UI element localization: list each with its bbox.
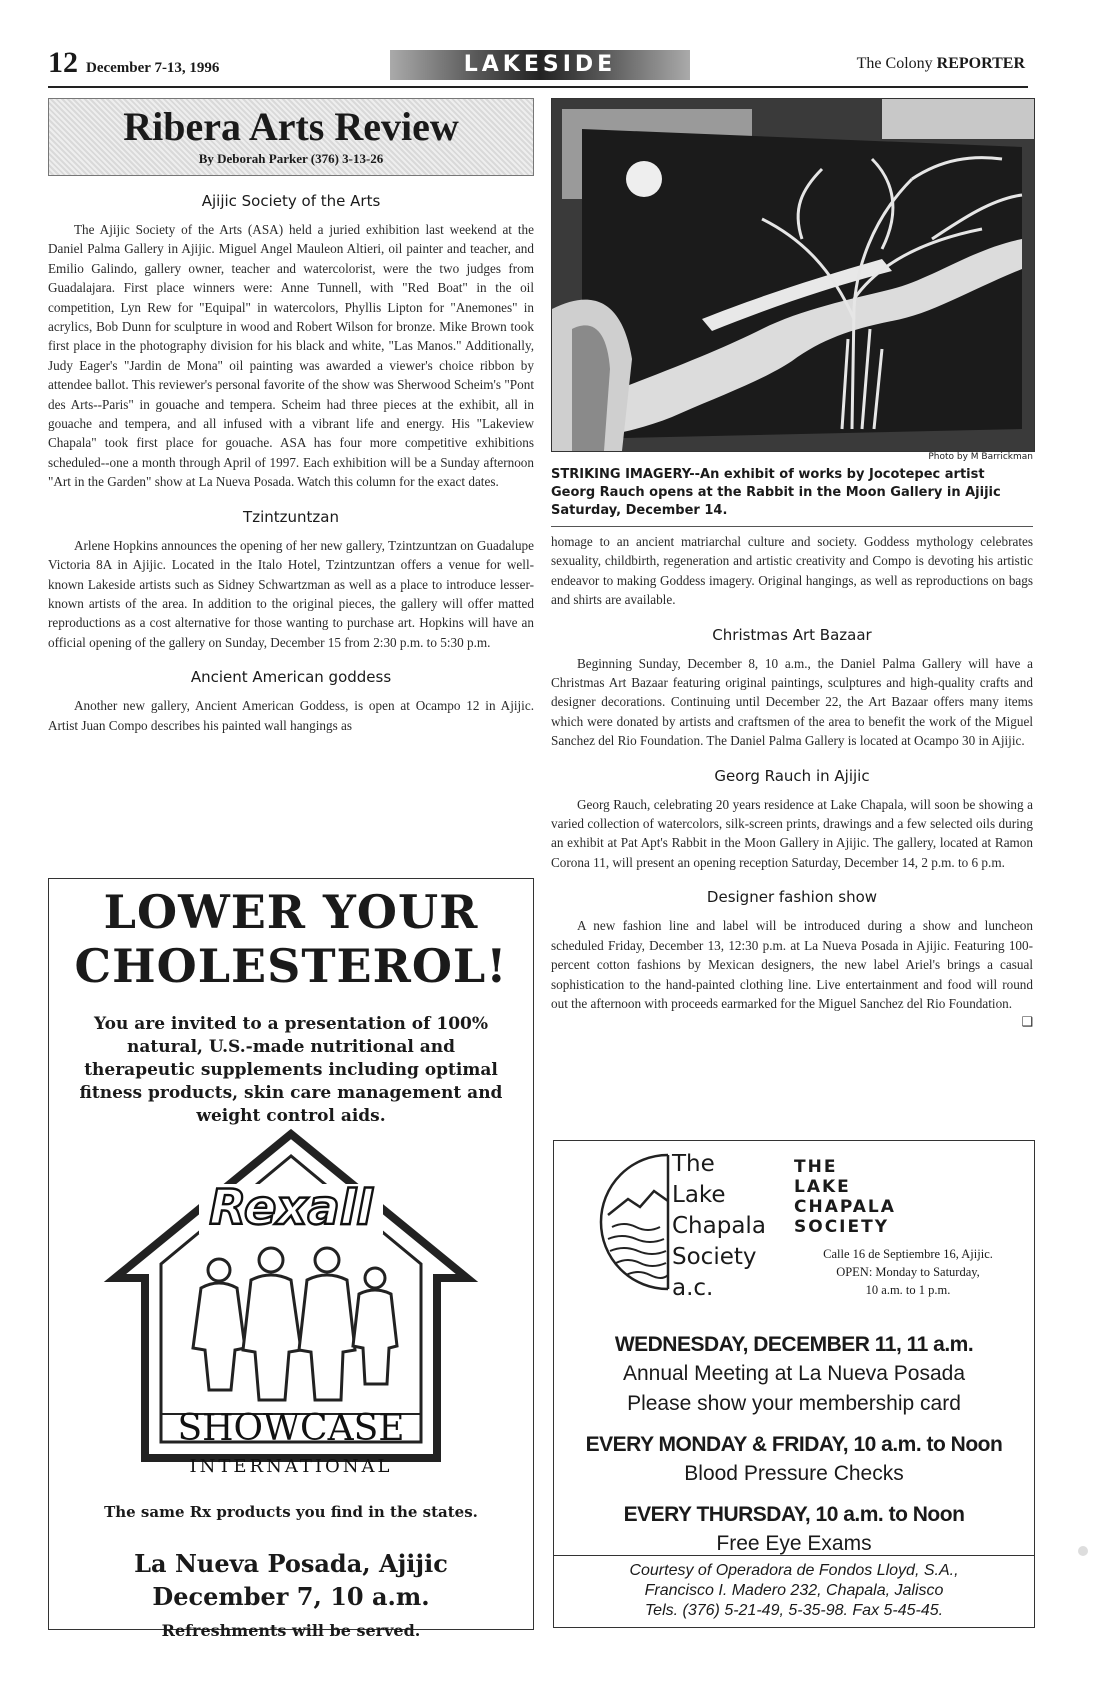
paper-title: REPORTER [936, 55, 1025, 72]
event-line: Free Eye Exams [716, 1532, 872, 1555]
society-address [790, 1245, 1026, 1299]
logo-line: The [672, 1151, 715, 1177]
cholesterol-ad [48, 878, 534, 1640]
photo-credit: Photo by M Barrickman [928, 452, 1033, 462]
hours-line: OPEN: Monday to Saturday, [836, 1265, 980, 1279]
courtesy-text: Tels. (376) 5-21-49, 5-35-98. Fax 5-45-45. [644, 1602, 944, 1619]
painting-image [552, 99, 1034, 451]
hours-line: 10 a.m. to 1 p.m. [865, 1283, 951, 1297]
logo-line: a.c. [672, 1275, 714, 1301]
article-georg-rauch [551, 767, 1033, 873]
courtesy-text: Francisco I. Madero 232, Chapala, Jalisco [644, 1582, 944, 1599]
scan-edge-mark [1078, 1546, 1088, 1556]
article-body: The Ajijic Society of the Arts (ASA) held a juried exhibition last weekend at the Daniel Palma Gallery in Ajijic. Miguel Angel Mauleon Altieri, oil painter and teacher, and Emilio Galindo, gallery owner, teacher and watercolorist, were the two judges from Guadalajara. First place winners were: Anne Tunnell, with "Red Boat" in the oil competition, Lyn Rew for "Equipal" in watercolors, Phyllis Lipton for "Anemones" in acrylics, Bob Dunn for sculpture in wood and Robert Wilson for bronze. Mike Brown took first place in the photography division for his black and white, "Las Manos." Additionally, Judy Eager's "Jardin de Mona" oil painting was awarded a viewer's choice ribbon by attendee ballot. This reviewer's personal favorite of the show was Sherwood Scheim's "Pont des Arts--Paris" in gouache and tempera. Scheim had three pieces at the exhibit, all in gouache and tempera, and all infused with a vibrant life and energy. His "Lakeview Chapala" took first place for gouache. ASA has four more competitive exhibitions scheduled--one a month through April of 1997. Each exhibition will be a Sunday afternoon "Art in the Garden" show at La Nueva Posada. Watch this column for the exact dates. [48, 222, 534, 490]
caption-rule [551, 526, 1033, 527]
article-goddess [48, 668, 534, 735]
event-line: Annual Meeting at La Nueva Posada [622, 1362, 966, 1385]
rexall-logo-text: Rexall [209, 1180, 373, 1236]
society-name-line: SOCIETY [794, 1217, 890, 1237]
rexall-house-logo [49, 1128, 533, 1488]
event-eye-exams [554, 1501, 1034, 1559]
issue-date: December 7-13, 1996 [86, 60, 220, 76]
article-asa [48, 192, 534, 492]
article-body-continued: homage to an ancient matriarchal culture and society. Goddess mythology celebrates sexuality, childbirth, regeneration and artistic creativity and Compo is devoting his artistic endeavor to making Goddess imagery. Original hangings, as well as reproductions on bags and shirts are available. [551, 534, 1033, 608]
paper-prefix: The Colony [856, 55, 933, 72]
ad-same-products: The same Rx products you find in the states. [104, 1503, 478, 1521]
paper-name [857, 55, 1025, 73]
article-heading: Christmas Art Bazaar [712, 625, 872, 644]
ad-divider [554, 1555, 1034, 1556]
left-column [48, 98, 534, 735]
society-name-line: CHAPALA [794, 1197, 896, 1217]
end-mark-icon: ❑ [1021, 1015, 1033, 1031]
event-heading: WEDNESDAY, DECEMBER 11, 11 a.m. [614, 1333, 974, 1356]
courtesy-text: Courtesy of Operadora de Fondos Lloyd, S.A., [629, 1562, 959, 1579]
event-blood-pressure [554, 1431, 1034, 1489]
article-body: Arlene Hopkins announces the opening of her new gallery, Tzintzuntzan on Guadalupe Victoria 8A in Ajijic. Located in the Italo Hotel, Tzintzuntzan offers a venue for well-known Lakeside artists such as Sidney Schwartzman as well as a place to introduce lesser-known artists of the area. In addition to the original pieces, the gallery will offer matted reproductions as a cost alternative for those wanting to purchase art. Hopkins will have an official opening of the gallery on Sunday, December 15 from 2:30 p.m. to 5:30 p.m. [48, 537, 534, 650]
ad-venue: La Nueva Posada, Ajijic [134, 1549, 448, 1578]
ad-headline: LOWER YOUR CHOLESTEROL! [74, 885, 508, 993]
masthead-rule [48, 86, 1028, 88]
article-heading: Tzintzuntzan [243, 507, 339, 526]
article-body: Beginning Sunday, December 8, 10 a.m., the Daniel Palma Gallery will have a Christmas Art Bazaar featuring original paintings, sculptures and high-quality crafts and designer decorations. Continuing until December 22, the Art Bazaar offers many items which were donated by artists and craftsmen of the area to benefit the work of the Miguel Sanchez del Rio Foundation. The Daniel Palma Gallery is located at Ocampo 30 in Ajijic. [551, 655, 1033, 749]
section-banner: LAKESIDE [390, 50, 690, 80]
article-christmas-bazaar [551, 626, 1033, 751]
column-title-box [48, 98, 534, 176]
byline: By Deborah Parker (376) 3-13-26 [198, 151, 384, 166]
page-number: 12 [48, 46, 78, 79]
photo-caption: STRIKING IMAGERY--An exhibit of works by Jocotepec artist Georg Rauch opens at the Rabbit in the Moon Gallery in Ajijic Saturday, December 14. [551, 467, 1001, 518]
ad-refreshments: Refreshments will be served. [161, 1621, 421, 1640]
logo-line: Lake [672, 1182, 726, 1208]
logo-line: Society [672, 1244, 757, 1270]
event-line: Blood Pressure Checks [684, 1462, 904, 1485]
society-name-line: LAKE [794, 1177, 851, 1197]
event-heading: EVERY THURSDAY, 10 a.m. to Noon [623, 1503, 965, 1526]
right-column [551, 532, 1033, 1033]
event-annual-meeting [554, 1331, 1034, 1419]
article-heading: Ancient American goddess [190, 668, 392, 687]
article-tzintzuntzan [48, 508, 534, 652]
courtesy-line [554, 1561, 1034, 1621]
event-line: Please show your membership card [627, 1392, 961, 1415]
ad-invite: You are invited to a presentation of 100% natural, U.S.-made nutritional and therapeutic supplements including optimal fitness products, skin care management and weight control aids. [79, 1014, 503, 1126]
article-fashion-show [551, 888, 1033, 1031]
event-heading: EVERY MONDAY & FRIDAY, 10 a.m. to Noon [585, 1433, 1003, 1456]
article-heading: Designer fashion show [706, 888, 878, 907]
artwork-photo [551, 98, 1035, 452]
society-name-line: THE [794, 1157, 838, 1177]
article-heading: Georg Rauch in Ajijic [714, 766, 870, 785]
article-heading: Ajijic Society of the Arts [201, 192, 381, 210]
address-line: Calle 16 de Septiembre 16, Ajijic. [823, 1247, 993, 1261]
lake-chapala-society-ad [553, 1140, 1035, 1628]
article-body [551, 916, 1033, 1031]
ad-date: December 7, 10 a.m. [152, 1582, 430, 1611]
logo-wordmark [672, 1149, 766, 1304]
showcase-text: SHOWCASE [177, 1408, 405, 1449]
article-body: Georg Rauch, celebrating 20 years residence at Lake Chapala, will soon be showing a varied collection of watercolors, silk-screen prints, drawings and a few selected oils during an exhibit at Pat Apt's Rabbit in the Moon Gallery in Ajijic. The gallery, located at Ramon Corona 11, will present an opening reception Saturday, December 14, 2 p.m. to 6 p.m. [551, 796, 1033, 870]
column-title: Ribera Arts Review [123, 104, 459, 149]
international-text: INTERNATIONAL [189, 1456, 393, 1477]
society-name [794, 1157, 896, 1237]
logo-line: Chapala [672, 1213, 766, 1239]
ad-venue-date [49, 1547, 533, 1613]
article-body-text: A new fashion line and label will be introduced during a show and luncheon scheduled Friday, December 13, 12:30 p.m. at La Nueva Posada in Ajijic. Featuring 100-percent cotton fashions by Mexican designers, the new label Ariel's brings a casual sophistication to the hand-painted clothing line. Live entertainment and food will round out the afternoon with proceeds earmarked for the Miguel Sanchez del Rio Foundation. [551, 918, 1033, 1011]
article-body: Another new gallery, Ancient American Goddess, is open at Ocampo 12 in Ajijic. Artist Juan Compo describes his painted wall hangings as [48, 698, 534, 733]
